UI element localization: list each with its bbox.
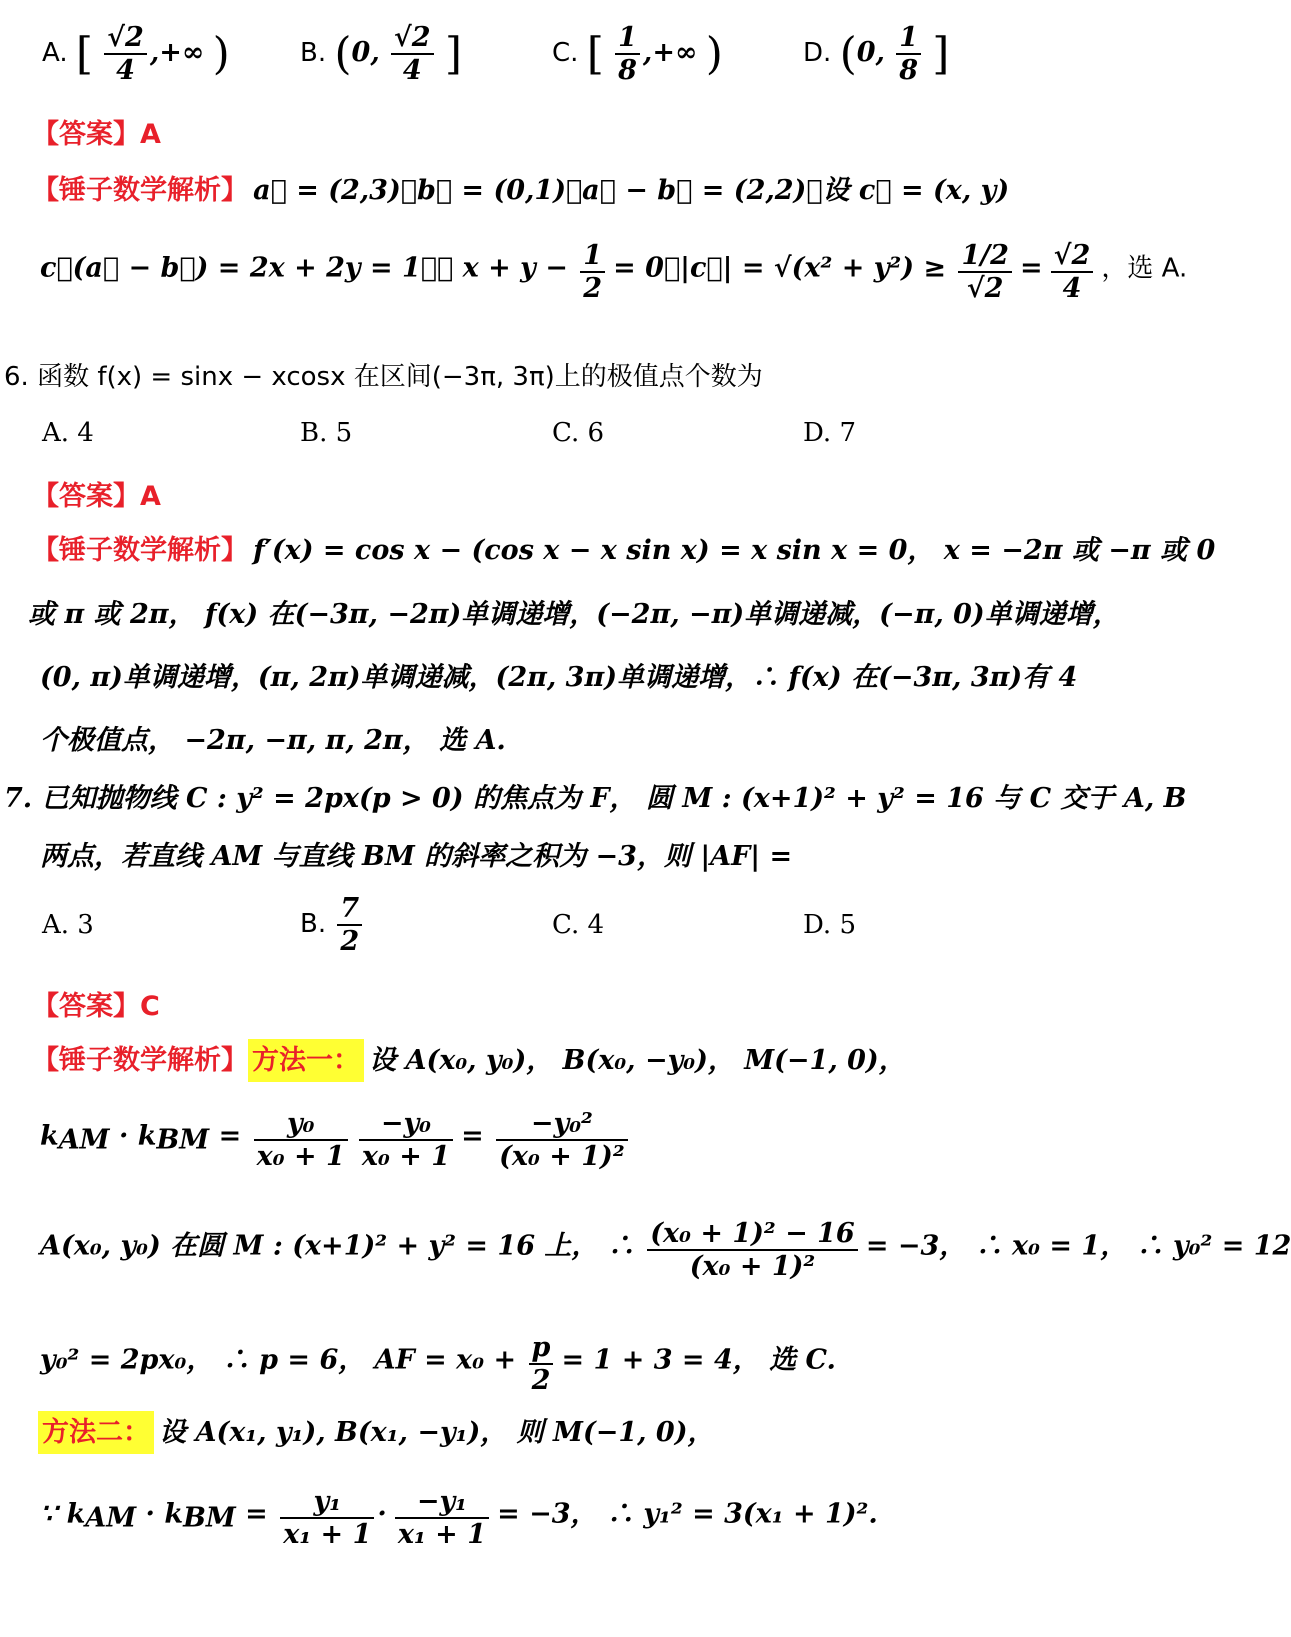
q5-option-a: A. [ $\frac{√2}{4}$ ,+∞ ) — [42, 22, 230, 87]
q5-sol-line2-a: c⃗(a⃗ − b⃗) = 2x + 2y = 1，∴ x + y − — [40, 252, 578, 284]
m2-f2-den: x₁ + 1 — [397, 1519, 486, 1551]
q7-m1-line3-b: = −3， ∴ x₀ = 1， ∴ y₀² = 12 — [865, 1230, 1291, 1262]
q7-m1-line4-a: y₀² = 2px₀， ∴ p = 6， AF = x₀ + — [40, 1344, 526, 1376]
q5-sol-line2-c: ，选 A. — [1101, 253, 1188, 284]
m1-f1-num: y₀ — [254, 1108, 348, 1141]
q7-method1-line2: $k_{AM} \cdot k_{BM}$ = $\frac{\text{y₀}}{\text{x₀ + 1}}$ $\frac{\text{−y₀}}{\text{x₀ + 1}}$ = $\frac{\text{−y₀²}}{\text{(x₀ + 1)²}}$ — [40, 1108, 631, 1172]
q7-option-c: C. 4 — [552, 910, 605, 940]
m1-f3-den: (x₀ + 1)² — [499, 1141, 625, 1173]
q6-option-c: C. 6 — [552, 418, 605, 448]
q5-solution-line2: c⃗(a⃗ − b⃗) = 2x + 2y = 1，∴ x + y − $\frac{1}{2}$ = 0，|c⃗| = √(x² + y²) ≥ $\frac{1/2}{√2}$ = $\frac{√2}{4}$ ，选 A. — [40, 240, 1188, 305]
q7-b-den: 2 — [340, 926, 360, 958]
q5-analysis-label: 【锤子数学解析】 — [32, 175, 248, 206]
q6-solution-line3: (0, π)单调递增，(π, 2π)单调递减，(2π, 3π)单调递增，∴ f(x) 在(−3π, 3π)有 4 — [40, 662, 1078, 693]
q7-method1-line1 — [32, 1038, 906, 1077]
q5-d-num: 1 — [896, 22, 921, 55]
q6-sol1-text: f′(x) = cos x − (cos x − x sin x) = x sin x = 0， x = −2π 或 −π 或 0 — [253, 535, 1216, 566]
q7-analysis-label: 【锤子数学解析】 — [32, 1045, 248, 1076]
q7-m1-line1-text: 设 A(x₀, y₀)， B(x₀, −y₀)， M(−1, 0)， — [369, 1045, 906, 1076]
q7-option-b — [300, 893, 365, 957]
q5-d-den: 8 — [899, 55, 918, 87]
q5-ratio-num: 1/2 — [958, 240, 1011, 273]
q5-sol-line1-text: a⃗ = (2,3)，b⃗ = (0,1)，a⃗ − b⃗ = (2,2)，设 c⃗ = (x, y) — [253, 175, 1010, 206]
q6-solution-line1 — [32, 528, 1215, 567]
m1-f3-num: −y₀² — [496, 1108, 628, 1141]
q6-answer: 【答案】A — [32, 481, 161, 512]
q6-option-b: B. 5 — [300, 418, 353, 448]
m1-p-den: 2 — [531, 1365, 551, 1397]
m1-f2-num: −y₀ — [359, 1108, 453, 1141]
q7-answer: 【答案】C — [32, 991, 160, 1022]
q6-solution-line4: 个极值点， −2π, −π, π, 2π， 选 A. — [40, 725, 506, 756]
q7-method1-line4 — [40, 1332, 836, 1396]
q5-a-den: 4 — [116, 55, 135, 87]
q5-option-a-label: A. — [42, 38, 68, 69]
q5-solution-line1 — [32, 168, 1009, 207]
q7-option-b-label: B. — [300, 909, 327, 940]
q5-result-den: 4 — [1062, 273, 1082, 305]
m2-f1-num: y₁ — [280, 1486, 374, 1519]
q7-m1-line4-b: = 1 + 3 = 4， 选 C. — [561, 1344, 836, 1376]
q5-option-c-label: C. — [552, 38, 579, 69]
q5-option-d: D. (0, $\frac{1}{8}$ ] — [803, 22, 950, 87]
q5-half-num: 1 — [580, 240, 605, 273]
method1-highlight: 方法一： — [248, 1039, 364, 1082]
method2-highlight: 方法二： — [38, 1411, 154, 1454]
q5-option-b: B. (0, $\frac{√2}{4}$ ] — [300, 22, 462, 87]
m1-p-num: p — [529, 1332, 554, 1365]
q5-option-b-label: B. — [300, 38, 327, 69]
q5-half-den: 2 — [583, 273, 603, 305]
q5-answer: 【答案】A — [32, 119, 161, 150]
m1-f1-den: x₀ + 1 — [256, 1141, 345, 1173]
q5-option-d-label: D. — [803, 38, 832, 69]
q7-m1-line3-a: A(x₀, y₀) 在圆 M : (x+1)² + y² = 16 上， ∴ — [40, 1230, 645, 1262]
q5-b-num: √2 — [391, 22, 434, 55]
q7-m2-line2-b: = −3， ∴ y₁² = 3(x₁ + 1)². — [497, 1498, 878, 1530]
q5-result-num: √2 — [1051, 240, 1094, 273]
q5-b-den: 4 — [402, 55, 422, 87]
m2-f2-num: −y₁ — [395, 1486, 489, 1519]
q5-a-num: √2 — [104, 22, 147, 55]
q7-m2-line1-text: 设 A(x₁, y₁), B(x₁, −y₁)， 则 M(−1, 0)， — [159, 1417, 715, 1448]
q7-b-num: 7 — [337, 893, 362, 926]
q6-analysis-label: 【锤子数学解析】 — [32, 535, 248, 566]
q7-method2-line2: ∵ $k_{AM} \cdot k_{BM}$ = $\frac{\text{y₁}}{\text{x₁ + 1}}$ · $\frac{\text{−y₁}}{\text{x₁ + 1}}$ = −3， ∴ y₁² = 3(x₁ + 1)². — [40, 1486, 878, 1551]
q6-option-a: A. 4 — [42, 418, 94, 448]
m1-f4-num: (x₀ + 1)² − 16 — [647, 1218, 858, 1251]
q7-option-d: D. 5 — [803, 910, 856, 940]
q7-method2-line1 — [38, 1410, 715, 1449]
q6-option-d: D. 7 — [803, 418, 856, 448]
m1-f4-den: (x₀ + 1)² — [689, 1251, 816, 1283]
q7-option-a: A. 3 — [42, 910, 94, 940]
q7-method1-line3 — [40, 1218, 1291, 1282]
q7-stem-line2: 两点，若直线 AM 与直线 BM 的斜率之积为 −3，则 |AF| = — [40, 841, 793, 872]
q6-solution-line2: 或 π 或 2π， f(x) 在(−3π, −2π)单调递增，(−2π, −π)单调递减，(−π, 0)单调递增， — [28, 599, 1120, 630]
k-symbol-1: k — [40, 1120, 59, 1152]
m2-f1-den: x₁ + 1 — [283, 1519, 372, 1551]
q5-c-num: 1 — [615, 22, 640, 55]
q7-stem-line1: 7. 已知抛物线 C : y² = 2px(p > 0) 的焦点为 F， 圆 M : (x+1)² + y² = 16 与 C 交于 A, B — [4, 783, 1187, 814]
q5-sol-line2-b: = 0，|c⃗| = √(x² + y²) ≥ — [613, 252, 956, 284]
q6-stem: 6. 函数 f(x) = sinx − xcosx 在区间(−3π, 3π)上的极值点个数为 — [4, 362, 763, 392]
q5-ratio-den: √2 — [966, 273, 1004, 305]
q5-c-den: 8 — [618, 55, 637, 87]
q5-option-c: C. [ $\frac{1}{8}$ ,+∞ ) — [552, 22, 723, 87]
m1-f2-den: x₀ + 1 — [361, 1141, 451, 1173]
